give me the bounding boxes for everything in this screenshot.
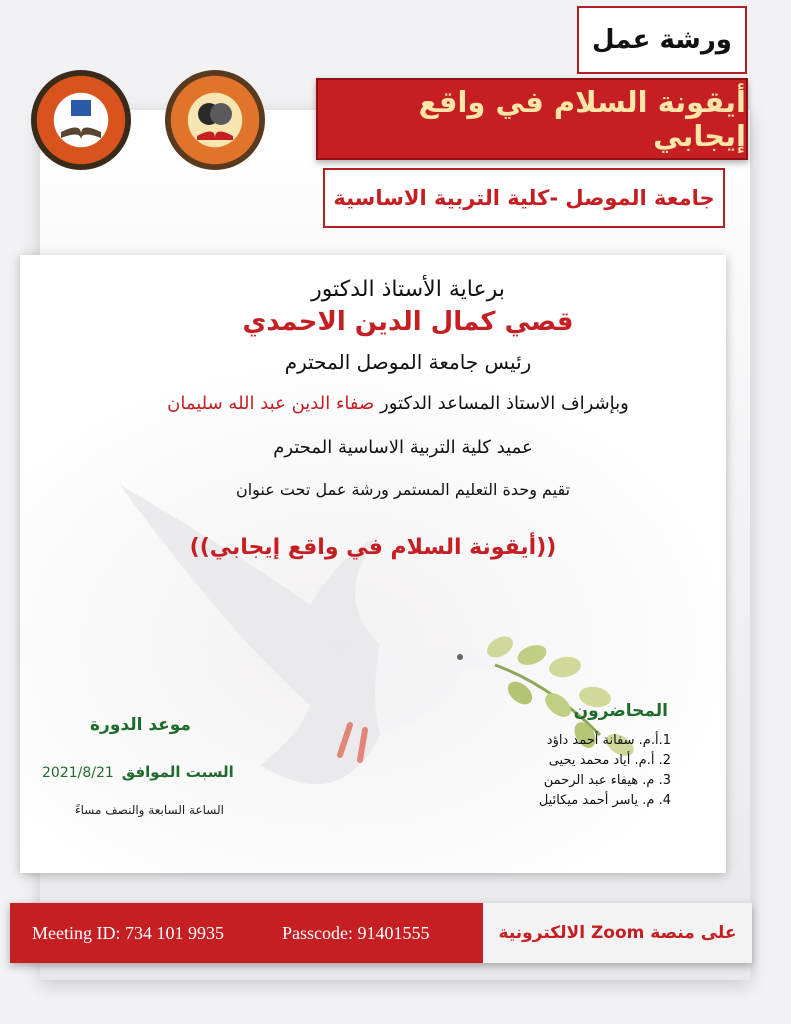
supervision-line — [45, 393, 726, 414]
lecturers-heading: المحاضرون — [573, 701, 668, 721]
list-item: 4. م. ياسر أحمد ميكائيل — [538, 793, 671, 808]
quoted-title: ((أيقونة السلام في واقع إيجابي)) — [189, 535, 557, 560]
university-of-mosul-logo — [31, 70, 131, 170]
organizer-line: تقيم وحدة التعليم المستمر ورشة عمل تحت عنوان — [235, 480, 571, 499]
schedule-day: السبت الموافق — [121, 763, 234, 781]
faces-icon — [187, 92, 243, 148]
meeting-passcode: Passcode: 91401555 — [282, 922, 430, 943]
university-banner: جامعة الموصل -كلية التربية الاساسية — [323, 168, 725, 228]
college-of-basic-education-logo — [165, 70, 265, 170]
patronage-line: برعاية الأستاذ الدكتور — [311, 277, 505, 302]
schedule-date-row — [42, 763, 234, 781]
workshop-label: ورشة عمل — [577, 6, 747, 74]
schedule-date: 2021/8/21 — [42, 765, 114, 781]
meeting-platform: على منصة Zoom الالكترونية — [483, 903, 752, 963]
list-item: 3. م. هيفاء عبد الرحمن — [543, 773, 671, 788]
supervision-prefix: وبإشراف الاستاذ المساعد الدكتور — [380, 393, 629, 414]
president-name: قصي كمال الدين الاحمدي — [242, 307, 574, 337]
dean-title: عميد كلية التربية الاساسية المحترم — [273, 437, 533, 458]
list-item: 1.أ.م. سفانة أحمد داؤد — [546, 733, 671, 748]
announcement-card — [20, 255, 726, 873]
president-title: رئيس جامعة الموصل المحترم — [284, 350, 532, 374]
list-item: 2. أ.م. أياد محمد يحيى — [548, 753, 671, 768]
dean-name: صفاء الدين عبد الله سليمان — [167, 393, 375, 414]
workshop-title-banner: أيقونة السلام في واقع إيجابي — [316, 78, 748, 160]
book-icon — [53, 92, 109, 148]
meeting-details — [10, 903, 483, 963]
meeting-banner — [10, 903, 752, 963]
lecturers-list — [539, 731, 671, 811]
schedule-heading: موعد الدورة — [90, 715, 191, 735]
schedule-time: الساعة السابعة والنصف مساءً — [75, 803, 224, 817]
meeting-id: Meeting ID: 734 101 9935 — [32, 922, 224, 943]
